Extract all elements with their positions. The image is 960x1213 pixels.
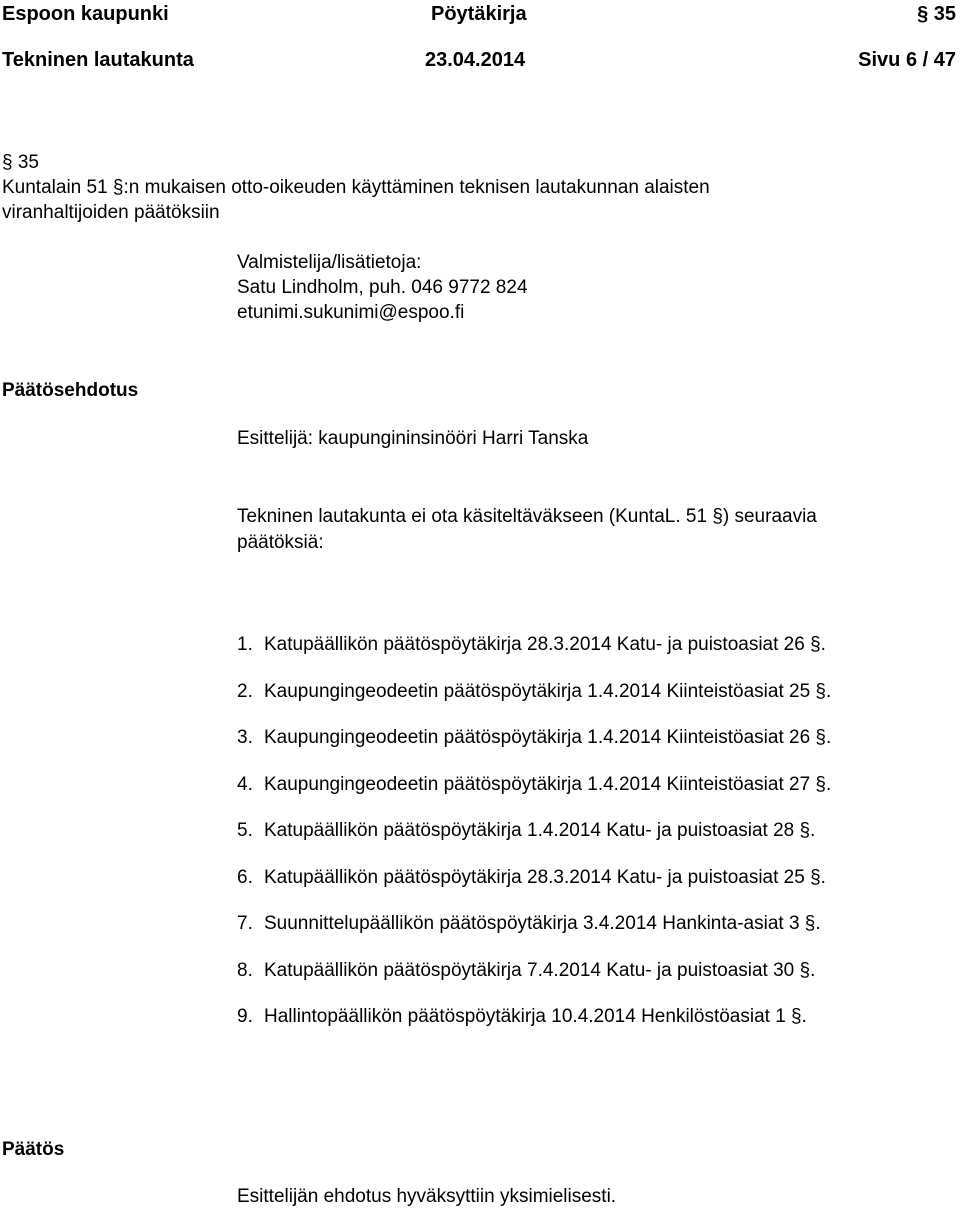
list-item-number: 5. <box>237 820 253 841</box>
decision-heading: Päätös <box>2 1139 65 1160</box>
list-item-number: 2. <box>237 680 253 702</box>
header-date: 23.04.2014 <box>425 49 526 71</box>
list-item-text: Katupäällikön päätöspöytäkirja 1.4.2014 Katu- ja puistoasiat 28 §. <box>264 820 816 841</box>
contact-name-phone: Satu Lindholm, puh. 046 9772 824 <box>237 277 528 298</box>
list-item-text: Kaupungingeodeetin päätöspöytäkirja 1.4.2014 Kiinteistöasiat 25 §. <box>264 680 832 702</box>
item-title-line2: viranhaltijoiden päätöksiin <box>2 202 220 223</box>
proposal-intro-line2: päätöksiä: <box>237 532 324 553</box>
list-item-text: Hallintopäällikön päätöspöytäkirja 10.4.2014 Henkilöstöasiat 1 §. <box>264 1006 807 1027</box>
list-item <box>237 958 831 984</box>
decision-list <box>237 632 831 1051</box>
list-item-text: Kaupungingeodeetin päätöspöytäkirja 1.4.2014 Kiinteistöasiat 26 §. <box>264 727 832 748</box>
list-item <box>237 772 831 798</box>
list-item-text: Katupäällikön päätöspöytäkirja 7.4.2014 Katu- ja puistoasiat 30 §. <box>264 959 816 981</box>
item-number: § 35 <box>2 152 39 173</box>
list-item-number: 6. <box>237 866 253 888</box>
list-item <box>237 632 831 658</box>
list-item-number: 3. <box>237 727 253 748</box>
header-section-number: § 35 <box>917 3 956 25</box>
list-item-number: 7. <box>237 913 253 934</box>
list-item-number: 9. <box>237 1006 253 1027</box>
list-item-text: Katupäällikön päätöspöytäkirja 28.3.2014 Katu- ja puistoasiat 25 §. <box>264 866 826 888</box>
header-doc-type: Pöytäkirja <box>431 3 527 25</box>
contact-email: etunimi.sukunimi@espoo.fi <box>237 302 465 323</box>
list-item-number: 8. <box>237 959 253 981</box>
list-item <box>237 679 831 705</box>
list-item <box>237 818 831 844</box>
list-item-number: 1. <box>237 634 253 655</box>
list-item <box>237 725 831 751</box>
list-item-text: Suunnittelupäällikön päätöspöytäkirja 3.4.2014 Hankinta-asiat 3 §. <box>264 913 821 934</box>
contact-label: Valmistelija/lisätietoja: <box>237 252 422 273</box>
list-item <box>237 865 831 891</box>
proposal-presenter: Esittelijä: kaupungininsinööri Harri Tanska <box>237 428 589 449</box>
header-committee: Tekninen lautakunta <box>2 49 194 71</box>
list-item-text: Kaupungingeodeetin päätöspöytäkirja 1.4.2014 Kiinteistöasiat 27 §. <box>264 773 832 795</box>
list-item-number: 4. <box>237 773 253 795</box>
list-item-text: Katupäällikön päätöspöytäkirja 28.3.2014 Katu- ja puistoasiat 26 §. <box>264 634 826 655</box>
decision-text: Esittelijän ehdotus hyväksyttiin yksimielisesti. <box>237 1186 617 1207</box>
list-item <box>237 1004 831 1030</box>
list-item <box>237 911 831 937</box>
header-organization: Espoon kaupunki <box>2 3 169 25</box>
proposal-intro-line1: Tekninen lautakunta ei ota käsiteltäväkseen (KuntaL. 51 §) seuraavia <box>237 506 817 527</box>
header-page-number: Sivu 6 / 47 <box>858 49 956 71</box>
proposal-heading: Päätösehdotus <box>2 380 139 401</box>
item-title-line1: Kuntalain 51 §:n mukaisen otto-oikeuden käyttäminen teknisen lautakunnan alaisten <box>2 177 710 198</box>
